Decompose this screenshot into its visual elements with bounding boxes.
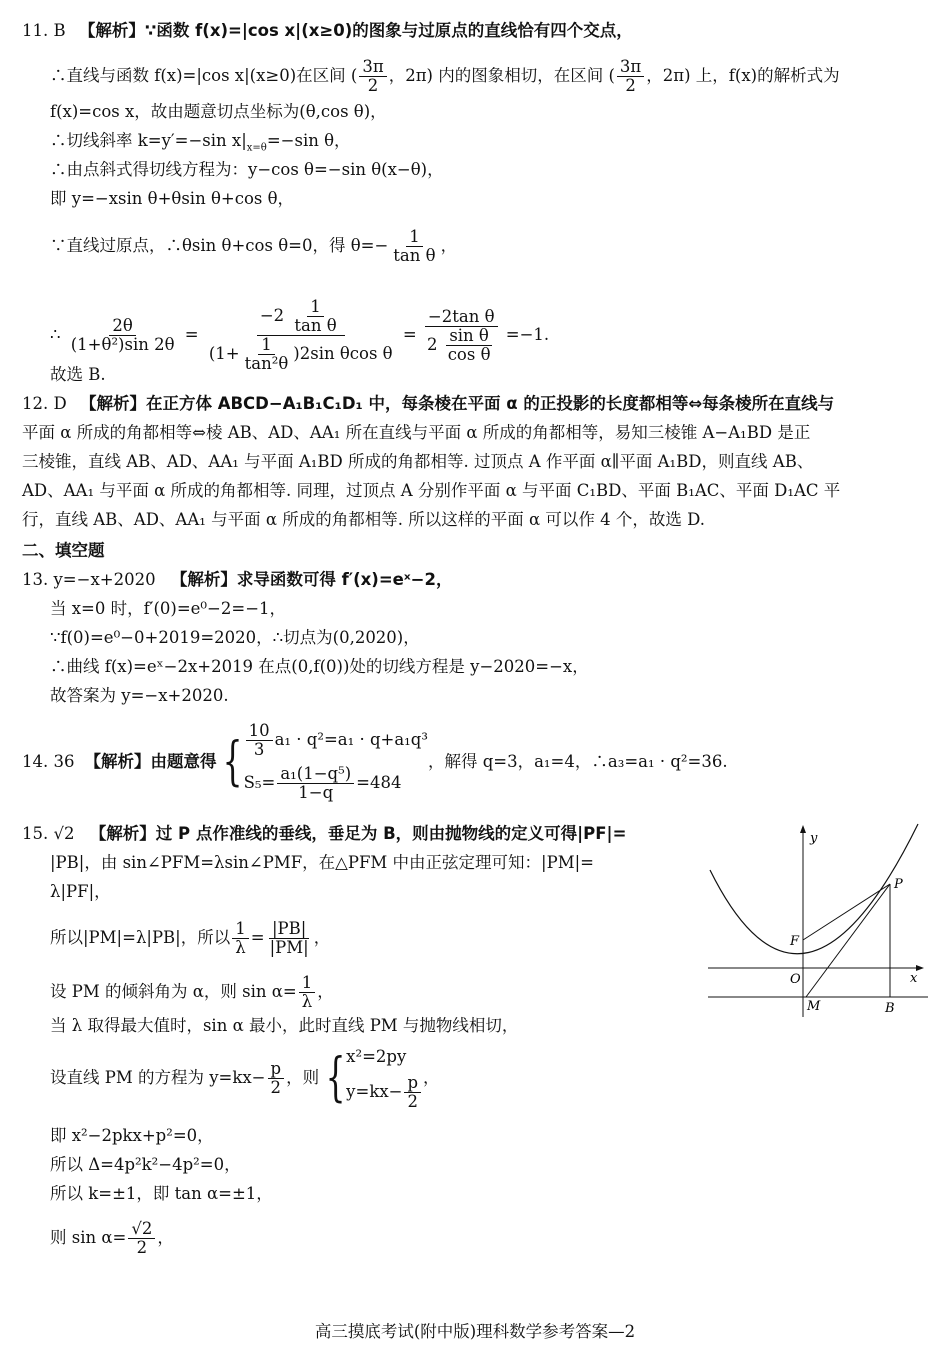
q15-line-4: 所以|PM|=λ|PB|，所以 $\frac{1}{\lambda}$ = $\frac{|PB|}{|PM|}$ ， bbox=[50, 919, 331, 957]
label-m: M bbox=[807, 999, 821, 1014]
q11-line-1: 【解析】∵函数 f(x)=|cos x|(x≥0)的图象与过原点的直线恰有四个交点， bbox=[78, 21, 633, 40]
label-f: F bbox=[790, 934, 800, 949]
q11-number: 11. B bbox=[22, 21, 66, 40]
q15-line-10: 所以 k=±1，即 tan α=±1， bbox=[50, 1184, 273, 1203]
q15-line-11: 则 sin α= $\frac{√2}{2}$ ， bbox=[50, 1219, 174, 1257]
q11-conclusion: 故选 B. bbox=[50, 365, 106, 384]
q12-line-1: 12. D 【解析】在正方体 ABCD−A₁B₁C₁D₁ 中，每条棱在平面 α 的正投影的长度都相等⇔每条棱所在直线与 bbox=[22, 394, 835, 413]
q15-line-2: |PB|，由 sin∠PFM=λsin∠PMF，在△PFM 中由正弦定理可知：|PM|= bbox=[50, 853, 594, 872]
q12-line-4: AD、AA₁ 与平面 α 所成的角都相等. 同理，过顶点 A 分别作平面 α 与平面 C₁BD、平面 B₁AC、平面 D₁AC 平 bbox=[22, 481, 841, 500]
label-y: y bbox=[810, 831, 818, 846]
q15-line-6: 当 λ 取得最大值时，sin α 最小，此时直线 PM 与抛物线相切， bbox=[50, 1016, 519, 1035]
q15-line-8: 即 x²−2pkx+p²=0， bbox=[50, 1126, 214, 1145]
page-footer: 高三摸底考试(附中版)理科数学参考答案—2 bbox=[314, 1322, 636, 1341]
label-o: O bbox=[790, 972, 801, 987]
q13-line-3: ∵f(0)=e⁰−0+2019=2020，∴切点为(0,2020)， bbox=[50, 628, 420, 647]
q13-line-1: 13. y=−x+2020 【解析】求导函数可得 f′(x)=eˣ−2， bbox=[22, 570, 453, 589]
q11-line-2: ∴直线与函数 f(x)=|cos x|(x≥0)在区间 ( $\frac{3\pi}{2}$ ，2π) 内的图象相切，在区间 ( $\frac{3\pi}{2}$ ，2π) 上，f(x)的解析式为 bbox=[50, 57, 840, 95]
parabola-figure bbox=[700, 822, 935, 1022]
q12-line-5: 行，直线 AB、AD、AA₁ 与平面 α 所成的角都相等. 所以这样的平面 α 可以作 4 个，故选 D. bbox=[22, 510, 705, 529]
q11-line-7: ∵直线过原点，∴θsin θ+cos θ=0，得 θ=− $\frac{1}{\text{tan θ}}$ ， bbox=[50, 227, 458, 265]
q12-line-2: 平面 α 所成的角都相等⇔棱 AB、AD、AA₁ 所在直线与平面 α 所成的角都相等，易知三棱锥 A−A₁BD 是正 bbox=[22, 423, 811, 442]
label-b: B bbox=[885, 1001, 895, 1016]
label-x: x bbox=[910, 971, 918, 986]
q15-line-9: 所以 Δ=4p²k²−4p²=0， bbox=[50, 1155, 241, 1174]
q15-line-3: λ|PF|， bbox=[50, 882, 111, 901]
q11-big-equation: ∴ $\frac{2\theta}{\text{(1+θ²)sin 2θ}}$ = −2 $\frac{1}{\text{tan θ}}$ (1+ $\frac{1}{\text{tan²θ}}$ )2sin θcos θ = −2tan θ 2 $\frac{\text{sin θ}}{\text{cos θ}}$ =−1. bbox=[50, 297, 550, 373]
q11-line-3: f(x)=cos x，故由题意切点坐标为(θ,cos θ)， bbox=[50, 102, 387, 121]
q11-head bbox=[22, 20, 633, 42]
q15-line-5: 设 PM 的倾斜角为 α，则 sin α= $\frac{1}{\lambda}$ ， bbox=[50, 973, 334, 1011]
q15-line-1: 15. √2 【解析】过 P 点作准线的垂线，垂足为 B，则由抛物线的定义可得|PF|= bbox=[22, 824, 627, 843]
interval-a: ( $\frac{3\pi}{2}$ ，2π) bbox=[350, 57, 433, 95]
q13-line-5: 故答案为 y=−x+2020. bbox=[50, 686, 229, 705]
y-axis-arrow-icon bbox=[800, 825, 806, 833]
segment-pf bbox=[803, 884, 890, 940]
segment-pm bbox=[806, 884, 890, 997]
q14: 14. 36 【解析】由题意得 { $\frac{10}{3}$ a₁ · q²=a₁ · q+a₁q³ S₅= $\frac{\text{a₁(1−q⁵)}}{1-q}$ =484 ，解得 q=3，a₁=4，∴a₃=a₁ · q²=36. bbox=[22, 721, 728, 802]
q12-line-3: 三棱锥，直线 AB、AD、AA₁ 与平面 A₁BD 所成的角都相等. 过顶点 A 作平面 α∥平面 A₁BD，则直线 AB、 bbox=[22, 452, 814, 471]
q11-line-4: ∴切线斜率 k=y′=−sin $x|_{x=\theta}=-\sin$ θ， bbox=[50, 131, 351, 154]
label-p: P bbox=[894, 877, 903, 892]
interval-b: ( $\frac{3\pi}{2}$ ，2π) bbox=[608, 57, 691, 95]
q11-line-5: ∴由点斜式得切线方程为：y−cos θ=−sin θ(x−θ)， bbox=[50, 160, 444, 179]
q13-line-4: ∴曲线 f(x)=eˣ−2x+2019 在点(0,f(0))处的切线方程是 y−2020=−x， bbox=[50, 657, 589, 676]
section-heading: 二、填空题 bbox=[22, 541, 105, 560]
q15-line-7: 设直线 PM 的方程为 y=kx− $\frac{p}{2}$ ，则 { x²=2py y=kx− $\frac{p}{2}$ ， bbox=[50, 1046, 440, 1111]
q11-line-6: 即 y=−xsin θ+θsin θ+cos θ， bbox=[50, 189, 295, 208]
q13-line-2: 当 x=0 时，f′(0)=e⁰−2=−1， bbox=[50, 599, 287, 618]
